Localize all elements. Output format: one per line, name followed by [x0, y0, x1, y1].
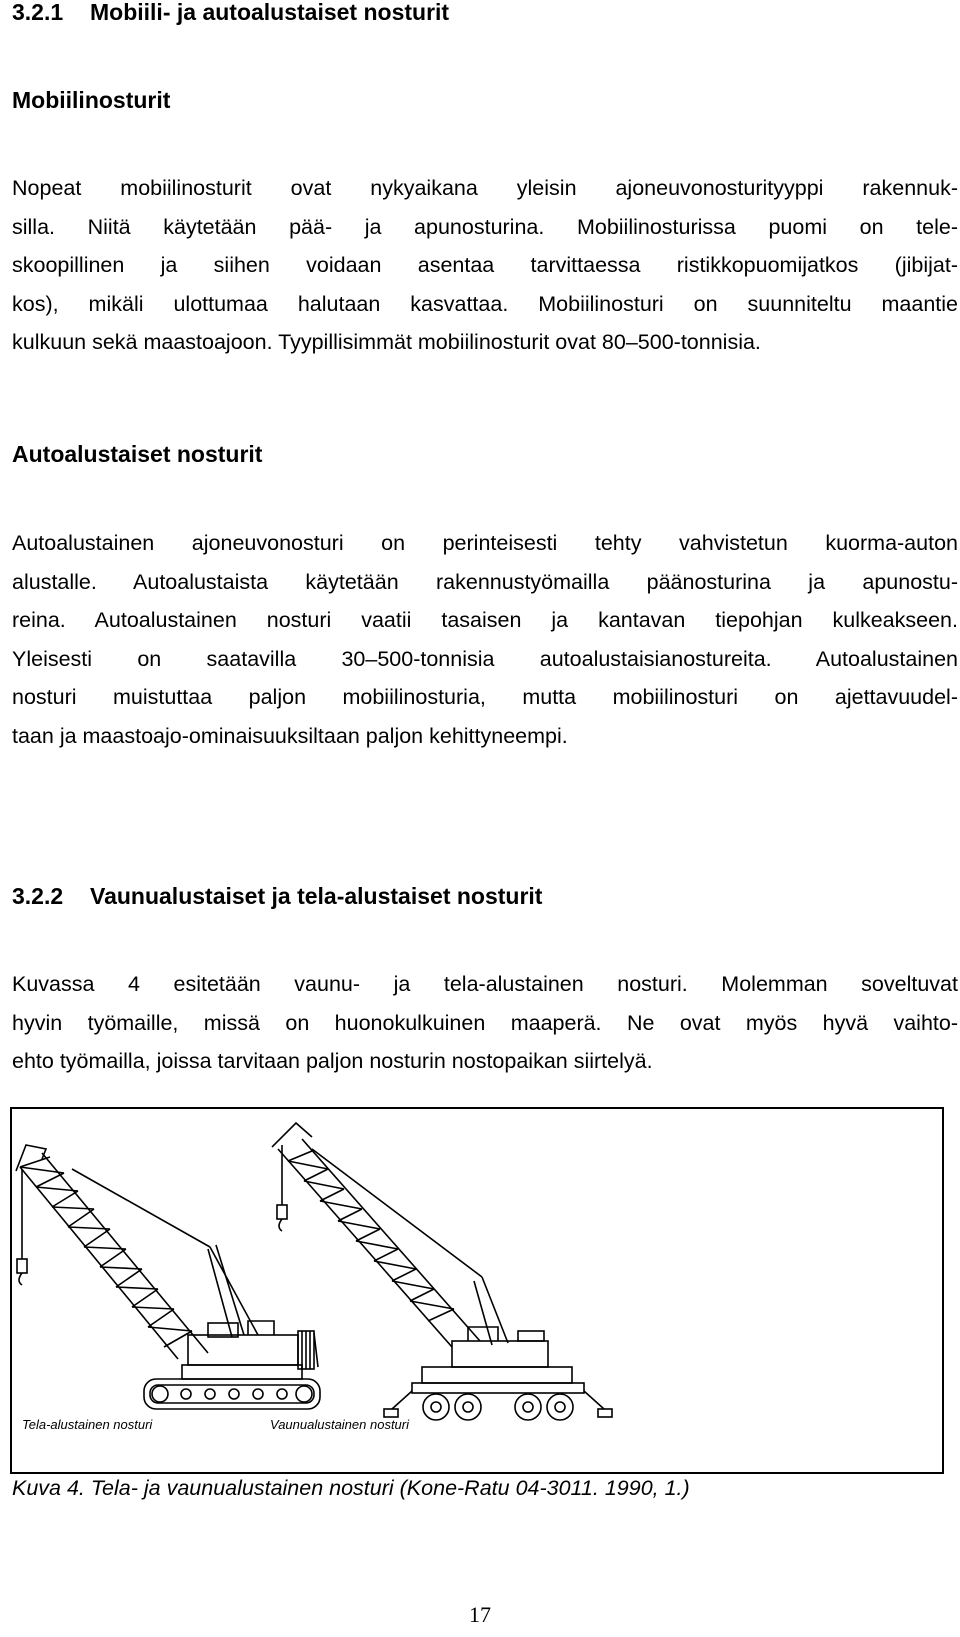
section-title: Mobiili- ja autoalustaiset nosturit — [90, 0, 450, 25]
paragraph-vaunualustaiset — [12, 965, 958, 1081]
paragraph-autoalustaiset — [12, 524, 958, 755]
wheeled-crane-drawing — [272, 1123, 612, 1420]
text-line: silla. Niitä käytetään pää- ja apunosturina. Mobiilinosturissa puomi on tele- — [12, 214, 958, 239]
text-line: Yleisesti on saatavilla 30–500-tonnisia autoalustaisianostureita. Autoalustainen — [12, 646, 958, 671]
section-title: Vaunualustaiset ja tela-alustaiset nosturit — [90, 883, 543, 909]
figure-label-left: Tela-alustainen nosturi — [22, 1417, 153, 1432]
text-line: alustalle. Autoalustaista käytetään rakennustyömailla päänosturina ja apunostu- — [12, 569, 958, 594]
subheading-autoalustaiset: Autoalustaiset nosturit — [12, 441, 263, 467]
subheading-mobiilinosturit: Mobiilinosturit — [12, 87, 171, 113]
text-line: nosturi muistuttaa paljon mobiilinosturia, mutta mobiilinosturi on ajettavuudel- — [12, 685, 958, 709]
section-heading-3-2-2 — [12, 882, 542, 910]
section-heading-3-2-1 — [12, 0, 449, 26]
text-line: skoopillinen ja siihen voidaan asentaa tarvittaessa ristikkopuomijatkos (jibijat- — [12, 253, 958, 277]
section-number: 3.2.2 — [12, 883, 64, 909]
page-number: 17 — [469, 1602, 491, 1627]
text-line: kos), mikäli ulottumaa halutaan kasvattaa. Mobiilinosturi on suunniteltu maantie — [12, 291, 958, 316]
figure-label-right: Vaunualustainen nosturi — [270, 1417, 410, 1432]
section-number: 3.2.1 — [12, 0, 64, 25]
text-line: taan ja maastoajo-ominaisuuksiltaan paljon kehittyneempi. — [12, 723, 568, 748]
text-line: ehto työmailla, joissa tarvitaan paljon nosturin nostopaikan siirtelyä. — [12, 1049, 653, 1073]
text-line: Autoalustainen ajoneuvonosturi on perinteisesti tehty vahvistetun kuorma-auton — [12, 531, 958, 555]
crawler-crane-drawing — [16, 1145, 320, 1409]
text-line: kulkuun sekä maastoajoon. Tyypillisimmät mobiilinosturit ovat 80–500-tonnisia. — [12, 330, 761, 354]
figure-caption: Kuva 4. Tela- ja vaunualustainen nosturi (Kone-Ratu 04-3011. 1990, 1.) — [12, 1476, 690, 1500]
text-line: Nopeat mobiilinosturit ovat nykyaikana yleisin ajoneuvonosturityyppi rakennuk- — [12, 176, 958, 200]
text-line: Kuvassa 4 esitetään vaunu- ja tela-alustainen nosturi. Molemman soveltuvat — [12, 972, 958, 996]
text-line: hyvin työmaille, missä on huonokulkuinen maaperä. Ne ovat myös hyvä vaihto- — [12, 1010, 958, 1035]
paragraph-mobiilinosturit — [12, 169, 958, 362]
figure-cranes — [10, 1107, 944, 1474]
text-line: reina. Autoalustainen nosturi vaatii tasaisen ja kantavan tiepohjan kulkeakseen. — [12, 608, 958, 632]
